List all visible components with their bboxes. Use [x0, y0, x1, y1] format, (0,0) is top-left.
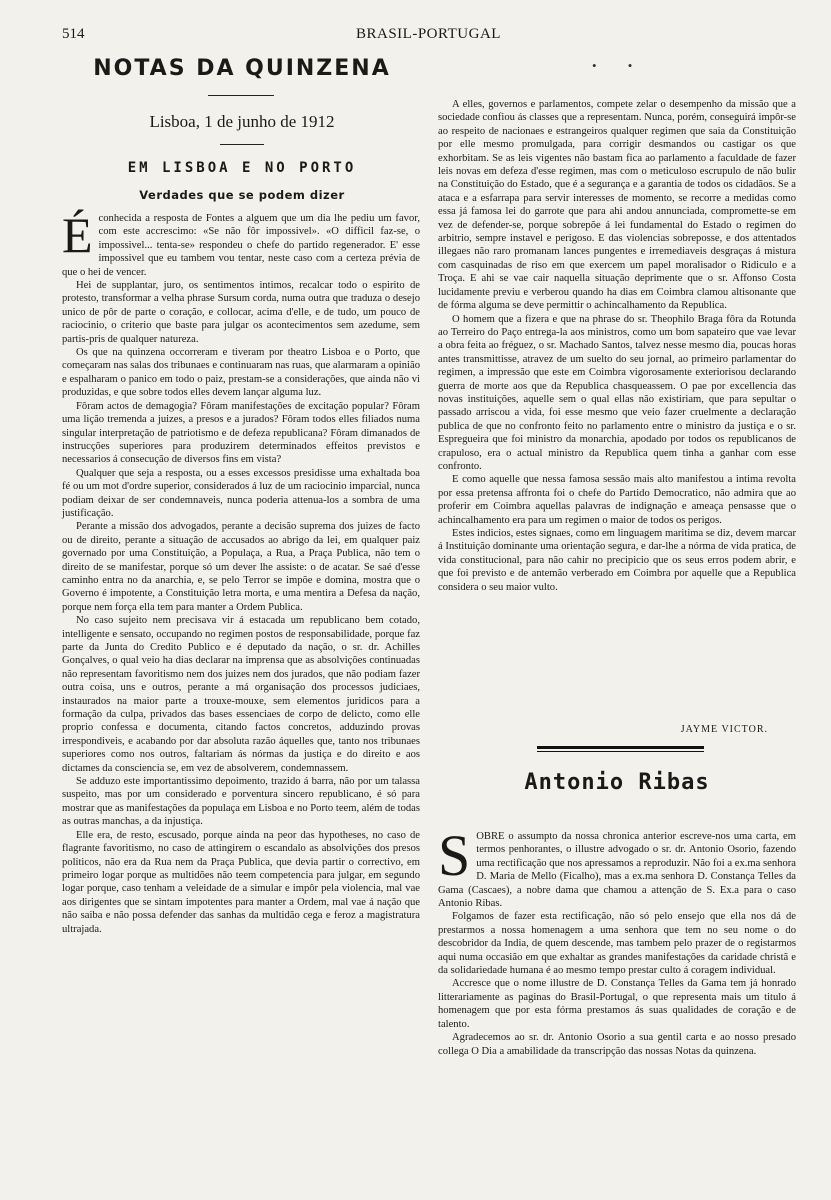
paragraph: No caso sujeito nem precisava vir á estacada um republicano bem cotado, intelligente e sensato, occupando no regimen postos de responsabilidade, porque faz parte da Junta do Credito Publico e é deputado da nação, o sr. dr. Achilles Gonçalves, o qual veio ha dias declarar na imprensa que as absolvições continuadas não representam favoritismo nem dos juizes nem dos jurados, que não podiam fazer outra coisa, uns e outros, perante a má organisação dos processos judiciaes, instaurados na maior parte a trouxe-mouxe, sem elementos juridicos para a formação da culpa, privados das bases essenciaes de corpo de delicto, como elle proprio confessa e documenta, citando factos concretos, adduzindo provas irrespondiveis, e acabando por dar absoluta razão áquelles que, tanto nos tribunaes superiores como nos outros, faltariam ás nórmas da justiça e do direito e aos dictames da consciencia se, em vez de absolverem, condemnassem.: [62, 615, 420, 774]
author-signature: JAYME VICTOR.: [680, 724, 768, 735]
paragraph: O homem que a fizera e que na phrase do sr. Theophilo Braga fôra da Rotunda ao Terreiro do Paço entrega-la aos ministros, como um bom sapateiro que vae levar a obra feita ao fréguez, o sr. Machado Santos, talvez nesse mesmo dia, poucas horas antes transmittisse, atravez de um suelto do seu jornal, ao primeiro parlamentar do regimen, a impressão que este em Coimbra vigorosamente exteriorisou declarando guerra de morte aos que da Republica chasqueassem. O pae por excellencia das novas instituições, aquelle sem o qual ellas não existiriam, que para sepultar o passado arriscou a vida, foi esse mesmo que veio fazer cruelmente a declaração publica de que no confronto feito no parlamento entre o ministro da justiça e o sr. Espregueira que foi ministro da monarchia, apodado por todos os republicanos de crapuloso, era o actual ministro da Republica quem tinha a ganhar com esse confronto.: [438, 313, 796, 472]
paragraph: Fôram actos de demagogia? Fôram manifestações de excitação popular? Fôram uma lição tremenda a juizes, a presos e a jurados? Fôram todos elles filiados numa singular interpretação de patriotismo e de defeza republicana? Fôram dimanados de instrucções superiores para produzirem determinados effeitos previstos e necessarios á consecução de diversos fins em vista?: [62, 400, 420, 466]
article-subtitle: Verdades que se podem dizer: [139, 188, 345, 202]
paragraph: Estes indicios, estes signaes, como em linguagem maritima se diz, devem marcar á Instituição dominante uma orientação segura, e dar-lhe a nórma de vida pratica, de vida constitucional, para não cahir no precipicio que os seus erros podem abrir, e que foi previsto e de antemão verberado em Coimbra por aquelle que a Republica considera o seu maior vulto.: [438, 528, 796, 593]
paragraph: Hei de supplantar, juro, os sentimentos intimos, recalcar todo o espirito de protesto, transformar a velha phrase Sursum corda, numa outra que traduza o desejo unico de pôr de parte o coração, e collocar, acima d'elle, e de tudo, um pouco de raciocinio, o criterio que baste para julgar os acontecimentos sem azedume, sem partis-pris de qualquer natureza.: [62, 280, 420, 345]
dateline: Lisboa, 1 de junho de 1912: [149, 112, 335, 131]
page-number: 514: [62, 26, 85, 42]
paragraph: Folgamos de fazer esta rectificação, não só pelo ensejo que ella nos dá de prestarmos a nossa homenagem a uma senhora que tem no seu nome o do descobridor da India, de quem descende, mas tambem pelo prazer de o registarmos aqui numa occasião em que exhaltar as grandes manifestações da caridade christã e da solidariedade humana é ao mesmo tempo prestar culto á coragem individual.: [438, 911, 796, 977]
paragraph: Qualquer que seja a resposta, ou a esses excessos presidisse uma exhaltada boa fé ou um mot d'ordre superior, considerados á luz de um raciocinio imparcial, nunca podiam deixar de ser condemnaveis, nunca poderia attenua-los a sombra de uma justificação.: [62, 467, 420, 519]
article2-body: [438, 823, 796, 1058]
divider-rule: [220, 144, 264, 145]
paragraph: Agradecemos ao sr. dr. Antonio Osorio a sua gentil carta e ao nosso presado collega O Dia a amabilidade da transcripção das nossas Notas da quinzena.: [438, 1032, 796, 1057]
paragraph: Elle era, de resto, escusado, porque ainda na peor das hypotheses, no caso de flagrante favoritismo, no caso de attingirem o escandalo as absolvições dos presos politicos, não era da Rua nem da Praça Publica, que devia partir o correctivo, em primeiro logar porque as multidões não teem competencia para julgar, em segundo logar porque, caso tenham a veleidade de a simular e impôr pela violencia, mal vae aos dirigentes que se sintam impotentes para manter a Ordem, mal vae á nação que não saiba e não possa defender das sanhas da multidão cega e feroz a magistratura ultrajada.: [62, 829, 420, 935]
running-head: BRASIL-PORTUGAL: [356, 26, 501, 42]
divider-rule: [208, 95, 274, 96]
drop-cap: S: [438, 823, 471, 888]
article-title: EM LISBOA E NO PORTO: [127, 160, 357, 176]
section-divider-thick: [537, 746, 704, 749]
article-body-left: [62, 207, 421, 936]
drop-cap: É: [62, 207, 93, 263]
paragraph: Os que na quinzena occorreram e tiveram por theatro Lisboa e o Porto, que começaram nas salas dos tribunaes e continuaram nas ruas, que alarmaram a opinião e espalharam o panico em todo o paiz, prestam-se a considerações, que ainda não vi produzidas, e que sobre todos elles devem lançar alguma luz.: [62, 347, 420, 399]
paragraph: A elles, governos e parlamentos, compete zelar o desempenho da missão que a sociedade confiou ás classes que a representam. Nunca, porém, conseguirá impôr-se ao respeito de nacionaes e estrangeiros qualquer regimen que saia da Constituição por elle mesmo promulgada, para corrigir desmandos ou castigar os que exhorbitam. Se as leis vigentes não bastam fica ao parlamento a faculdade de fazer leis novas em defeza d'esse regimen, mas com o meticuloso escrupulo de não bulir na Constituição do Estado, que é a segurança e a garantia de todos os cidadãos. Se a ataca e a esfarrapa para servir interesses de momento, se recorre a medidas como essa já famosa lei do garrote que para ahi andou annunciada, compromette-se em vez de defender-se, porque sobrepõe á lei fundamental do Estado o regimen do arbitrio, sempre instavel e perigoso. E das violencias sobreposse, e dos attentados illegaes não raro promanam lances pungentes e irremediaveis desgraças á mistura com casquinadas de riso em que exercem um papel moralisador o Ridiculo e a Troça. E ahi se vae cair naquella situação deprimente que o sr. Affonso Costa lucidamente previu e verberou quando ha dias em Coimbra clamou altisonante que de fórma alguma se deve permittir o achincalhamento da Republica.: [438, 99, 796, 312]
paragraph: Se adduzo este importantissimo depoimento, trazido á barra, não por um talassa suspeito, mas por um considerado e porventura sincero republicano, é só para mostrar que as manifestações da populaça em Lisboa e no Porto teem, além de todas as outras manchas, a da injustiça.: [62, 776, 421, 828]
paragraph: SOBRE o assumpto da nossa chronica anterior escreve-nos uma carta, em termos penhorantes, o illustre advogado o sr. dr. Antonio Osorio, fazendo uma rectificação que nos apressamos a reproduzir. Não foi a ex.ma senhora D. Maria de Mello (Ficalho), mas a ex.ma senhora D. Constança Telles da Gama (Cascaes), a nobre dama que chamou a attenção de S. Ex.a para o caso Antonio Ribas.: [438, 823, 796, 910]
article2-title: Antonio Ribas: [524, 770, 710, 795]
paragraph: Accresce que o nome illustre de D. Constança Telles da Gama tem já honrado litterariamente as paginas do Brasil-Portugal, o que representa mais um titulo á homenagem que por esta fórma prestamos ás suas qualidades de coração e de talento.: [438, 978, 796, 1030]
article-body-right: [438, 98, 796, 594]
paragraph: Éconhecida a resposta de Fontes a alguem que um dia lhe pediu um favor, com este accrescimo: «Se não fôr impossivel». «O difficil faz-se, o impossivel... tenta-se» respondeu o chefe do partido regenerador. E' esse impossivel que eu tambem vou tentar, neste caso com a certeza prévia de que o hei de vencer.: [62, 207, 420, 278]
ornament-dots: • •: [592, 58, 647, 73]
section-title: NOTAS DA QUINZENA: [93, 56, 391, 81]
section-divider-thin: [537, 751, 704, 752]
paragraph: E como aquelle que nessa famosa sessão mais alto manifestou a intima revolta por essa pretensa affronta foi o chefe do Partido Democratico, não admira que ao proferir em Coimbra aquellas palavras de indignação e ameaça pensasse que o achincalhamento era para um regimen o maior de todos os perigos.: [438, 474, 796, 526]
paragraph: Perante a missão dos advogados, perante a decisão suprema dos juizes de facto ou de direito, perante a situação de accusados ao abrigo da lei, em qualquer paiz governado por uma Constituição, a Populaça, a Rua, a Praça Publica, não tem o direito de se manifestar, porque só um dever lhe assiste: o de acatar. Se saé d'esse caminho entra no da anarchia, e, se pelo Terror se impõe e domina, mostra que o Governo é impotente, a Constituição letra morta, e uma mentira a Defesa da nação, porque nem força ella tem para manter a Ordem Publica.: [62, 521, 420, 613]
